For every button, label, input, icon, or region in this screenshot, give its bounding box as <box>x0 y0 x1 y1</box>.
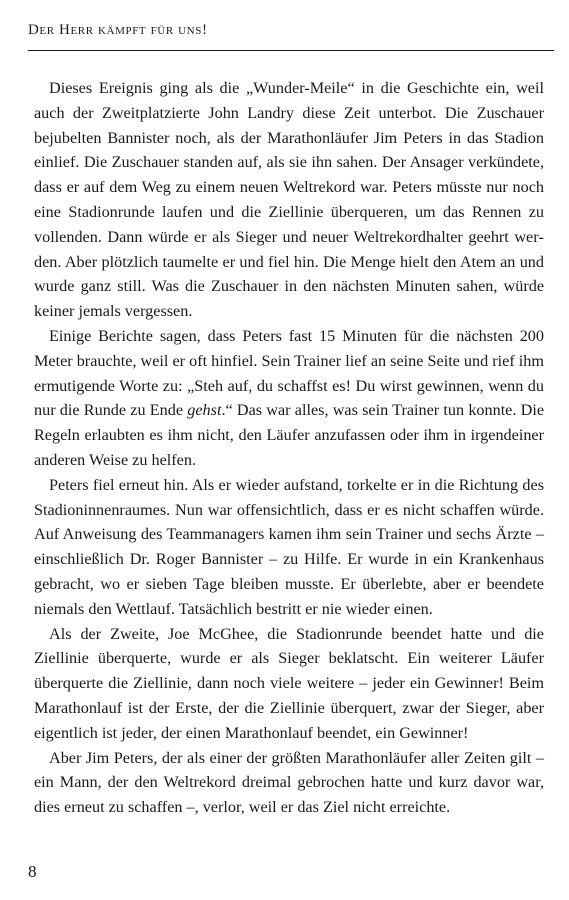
paragraph-trainer-emphasis: gehst <box>187 401 222 420</box>
running-header: Der Herr kämpft für uns! <box>28 22 208 38</box>
paragraph-trainer-text-before: Einige Berichte sagen, dass Peters fast 15 Minuten für die nächsten 200 Meter brauchte, weil er oft hinfiel. Sein Trainer lief an seine Seite und rief ihm ermutigende Worte zu: „Steh auf, du schaffst es! Du wirst gewinnen, wenn du nur die Runde zu Ende <box>34 326 544 420</box>
paragraph-mcghee: Als der Zweite, Joe McGhee, die Stadionrunde beendet hatte und die Ziellinie überquerte, wurde er als Sieger beklatscht. Ein weiterer Läufer überquerte die Ziellinie, dann noch viele weitere – jeder ein Gewinner! Beim Marathonlauf ist der Erste, der die Ziellinie überquert, zwar der Sieger, aber eigentlich ist jeder, der einen Marathonlauf beendet, ein Gewinner! <box>34 624 544 742</box>
paragraph-peters-fiel: Peters fiel erneut hin. Als er wieder aufstand, torkelte er in die Richtung des Stadioninnenraumes. Nun war offensichtlich, dass er es nicht schaffen würde. Auf Anweisung des Teammanagers kamen ihm sein Trainer und sechs Ärzte – einschließlich Dr. Roger Bannister – zu Hilfe. Er wurde in ein Krankenhaus gebracht, wo er sieben Tage bleiben musste. Er überlebte, aber er beendete niemals den Wettlauf. Tatsächlich bestritt er nie wieder einen. <box>34 475 544 618</box>
header-rule <box>28 50 554 51</box>
paragraph-trainer-text-after: .“ Das war alles, was sein Trainer tun konnte. Die Regeln erlaubten es ihm nicht, den Läufer anzufassen oder ihm in irgendeiner anderen Weise zu helfen. <box>34 401 545 469</box>
page-number: 8 <box>28 862 37 881</box>
paragraph-wunder-meile: Dieses Ereignis ging als die „Wunder-Meile“ in die Geschichte ein, weil auch der Zweitplatzierte John Landry diese Zeit unterbot. Die Zuschauer bejubelten Bannister noch, als der Marathonläufer Jim Peters in das Stadion einlief. Die Zuschauer standen auf, als sie ihn sahen. Der Ansager verkündete, dass er auf dem Weg zu einem neuen Weltrekord war. Peters müsste nur noch eine Stadionrunde laufen und die Ziellinie überqueren, um das Rennen zu vollenden. Dann würde er als Sieger und neuer Weltrekordhalter geehrt werden. Aber plötzlich taumelte er und fiel hin. Die Menge hielt den Atem an und wurde ganz still. Was die Zuschauer in den nächsten Minuten sahen, würde keiner jemals vergessen. <box>34 79 544 321</box>
paragraph-jim-peters: Aber Jim Peters, der als einer der größten Marathonläufer aller Zeiten gilt – ein Mann, der den Weltrekord dreimal gebrochen hatte und kurz davor war, dies erneut zu schaffen –, verlor, weil er das Ziel nicht erreichte. <box>34 748 544 817</box>
paragraph-trainer <box>34 324 544 473</box>
body-text <box>34 76 544 820</box>
